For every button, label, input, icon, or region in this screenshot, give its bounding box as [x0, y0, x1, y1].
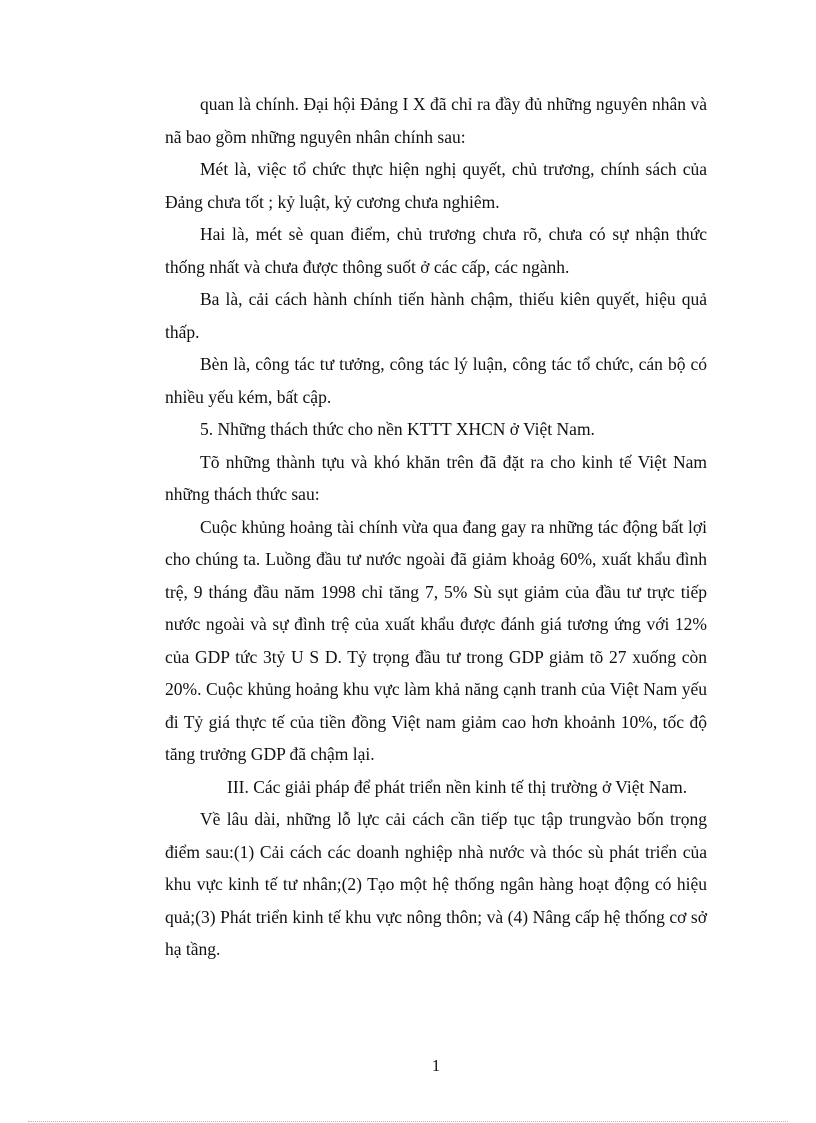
- paragraph-reform-priorities: Về lâu dài, những lỗ lực cải cách cần tiếp tục tập trungvào bốn trọng điểm sau:(1) Cải cách các doanh nghiệp nhà nước và thóc sù phát triển của khu vực kinh tế tư nhân;(2) Tạo một hệ thống ngân hàng hoạt động có hiệu quả;(3) Phát triển kinh tế khu vực nông thôn; và (4) Nâng cấp hệ thống cơ sở hạ tầng.: [165, 809, 707, 959]
- paragraph-cause-four: Bèn là, công tác tư tưởng, công tác lý luận, công tác tổ chức, cán bộ có nhiều yếu kém, bất cập.: [165, 354, 707, 407]
- page-number: 1: [431, 1056, 441, 1075]
- paragraph-cause-two: Hai là, mét sè quan điểm, chủ trương chưa rõ, chưa có sự nhận thức thống nhất và chưa được thông suốt ở các cấp, các ngành.: [165, 224, 707, 277]
- section-heading-solutions: III. Các giải pháp để phát triển nền kinh tế thị trường ở Việt Nam.: [227, 776, 688, 797]
- paragraph-causes-intro: quan là chính. Đại hội Đảng I X đã chỉ ra đầy đủ những nguyên nhân và nã bao gồm những nguyên nhân chính sau:: [165, 94, 707, 147]
- paragraph-financial-crisis: Cuộc khủng hoảng tài chính vừa qua đang gay ra những tác động bất lợi cho chúng ta. Luồng đầu tư nước ngoài đã giảm khoảg 60%, xuất khẩu đình trệ, 9 tháng đầu năm 1998 chỉ tăng 7, 5% Sù sụt giảm của đầu tư trực tiếp nước ngoài và sự đình trệ của xuất khẩu được đánh giá tương ứng với 12% của GDP tức 3tỷ U S D. Tỷ trọng đầu tư trong GDP giảm tõ 27 xuống còn 20%. Cuộc khủng hoảng khu vực làm khả năng cạnh tranh của Việt Nam yếu đi Tỷ giá thực tế của tiền đồng Việt nam giảm cao hơn khoảnh 10%, tốc độ tăng trưởng GDP đã chậm lại.: [165, 516, 707, 764]
- paragraph-challenges-intro: Tõ những thành tựu và khó khăn trên đã đặt ra cho kinh tế Việt Nam những thách thức sau:: [165, 451, 707, 504]
- page-bottom-divider: [28, 1121, 788, 1122]
- page-body: [165, 88, 707, 966]
- paragraph-cause-three: Ba là, cải cách hành chính tiến hành chậm, thiếu kiên quyết, hiệu quả thấp.: [165, 289, 707, 342]
- section-heading-challenges: 5. Những thách thức cho nền KTTT XHCN ở Việt Nam.: [200, 419, 595, 439]
- paragraph-cause-one: Mét là, việc tổ chức thực hiện nghị quyết, chủ trương, chính sách của Đảng chưa tốt ; kỷ luật, kỷ cương chưa nghiêm.: [165, 159, 707, 212]
